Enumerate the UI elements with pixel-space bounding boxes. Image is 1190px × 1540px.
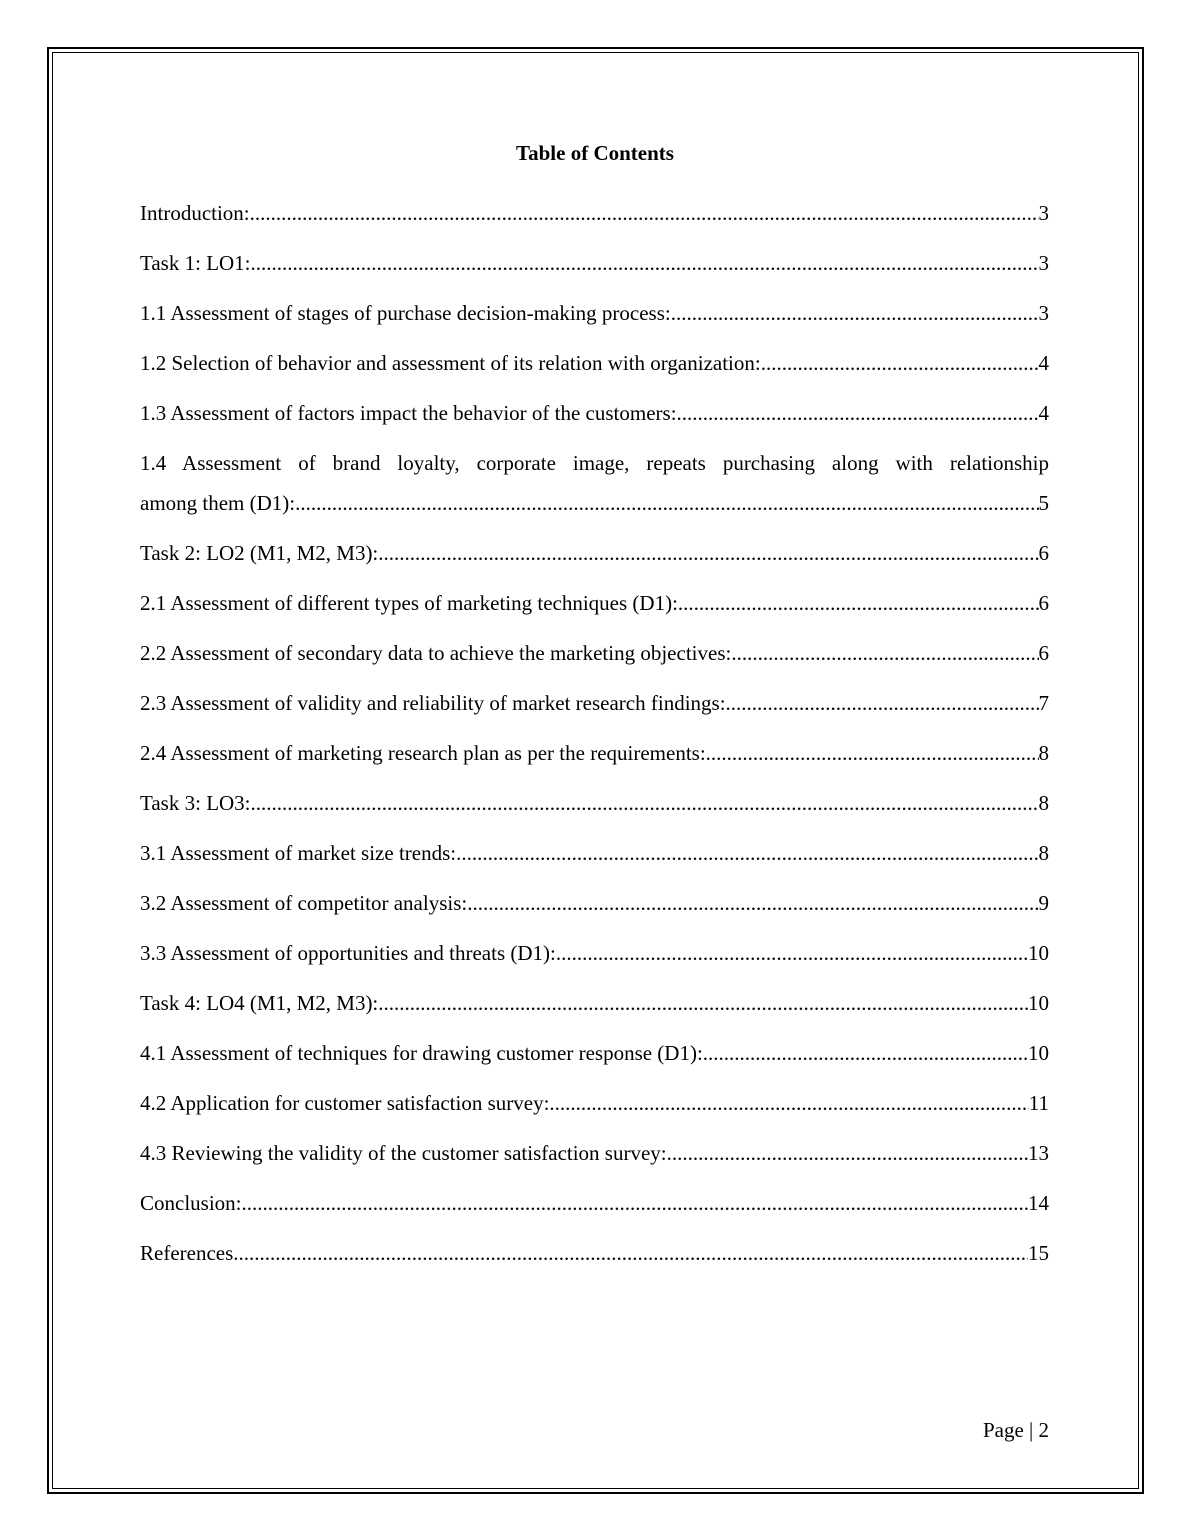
toc-entry-title: 2.4 Assessment of marketing research plan as per the requirements: — [140, 741, 706, 765]
toc-entry-page: 4 — [1038, 351, 1049, 375]
dot-leader — [761, 343, 1039, 383]
page-number-footer: Page | 2 — [982, 1418, 1049, 1442]
dot-leader — [250, 193, 1039, 233]
toc-entry[interactable] — [140, 633, 1049, 673]
toc-entry-page: 8 — [1038, 791, 1049, 815]
toc-entry-page: 8 — [1038, 841, 1049, 865]
toc-entry-title: 4.2 Application for customer satisfaction survey: — [140, 1091, 550, 1115]
dot-leader — [731, 633, 1038, 673]
toc-entry-title: 4.3 Reviewing the validity of the customer satisfaction survey: — [140, 1141, 667, 1165]
toc-entry[interactable] — [140, 533, 1049, 573]
toc-entry-title: 3.2 Assessment of competitor analysis: — [140, 891, 468, 915]
toc-entry[interactable] — [140, 343, 1049, 383]
toc-entry[interactable] — [140, 683, 1049, 723]
dot-leader — [242, 1183, 1028, 1223]
toc-entry-page: 8 — [1038, 741, 1049, 765]
toc-entry-page: 13 — [1028, 1141, 1049, 1165]
toc-entry[interactable] — [140, 583, 1049, 623]
toc-entry-title: 4.1 Assessment of techniques for drawing customer response (D1): — [140, 1041, 703, 1065]
toc-entry[interactable] — [140, 1133, 1049, 1173]
toc-entry-page: 3 — [1038, 201, 1049, 225]
toc-entry-page: 11 — [1028, 1091, 1049, 1115]
dot-leader — [456, 833, 1038, 873]
toc-entry-line1[interactable]: 1.4 Assessment of brand loyalty, corporate image, repeats purchasing along with relationship — [140, 451, 1049, 475]
toc-entry-page: 15 — [1028, 1241, 1049, 1265]
dot-leader — [378, 983, 1028, 1023]
toc-entry-title: Introduction: — [140, 201, 250, 225]
toc-heading: Table of Contents — [516, 141, 674, 165]
dot-leader — [678, 583, 1039, 623]
dot-leader — [703, 1033, 1028, 1073]
toc-entry-title: Conclusion: — [140, 1191, 242, 1215]
toc-entry[interactable] — [140, 833, 1049, 873]
toc-entry-page: 6 — [1038, 591, 1049, 615]
toc-entry[interactable] — [140, 1083, 1049, 1123]
toc-entry[interactable] — [140, 783, 1049, 823]
toc-entry-title: References — [140, 1241, 234, 1265]
dot-leader — [251, 243, 1039, 283]
toc-entry[interactable] — [140, 293, 1049, 333]
dot-leader — [233, 1233, 1028, 1273]
toc-entry-title: 1.3 Assessment of factors impact the behavior of the customers: — [140, 401, 677, 425]
toc-entry-title: Task 4: LO4 (M1, M2, M3): — [140, 991, 379, 1015]
toc-entry[interactable] — [140, 243, 1049, 283]
toc-entry[interactable] — [140, 1183, 1049, 1223]
toc-entry-title: 1.2 Selection of behavior and assessment of its relation with organization: — [140, 351, 761, 375]
toc-entry-title: 2.2 Assessment of secondary data to achieve the marketing objectives: — [140, 641, 732, 665]
toc-entry[interactable] — [140, 193, 1049, 233]
toc-entry-page: 14 — [1028, 1191, 1049, 1215]
toc-entry-title: Task 2: LO2 (M1, M2, M3): — [140, 541, 379, 565]
dot-leader — [667, 1133, 1028, 1173]
dot-leader — [549, 1083, 1028, 1123]
toc-entry[interactable] — [140, 883, 1049, 923]
dot-leader — [295, 483, 1038, 523]
dot-leader — [671, 293, 1039, 333]
toc-entry-title: 2.3 Assessment of validity and reliability of market research findings: — [140, 691, 726, 715]
toc-entry-title: 3.1 Assessment of market size trends: — [140, 841, 457, 865]
toc-entry-title: Task 1: LO1: — [140, 251, 251, 275]
toc-entry-page: 9 — [1038, 891, 1049, 915]
toc-entry-title: 3.3 Assessment of opportunities and threats (D1): — [140, 941, 556, 965]
toc-entry-page: 6 — [1038, 541, 1049, 565]
dot-leader — [251, 783, 1039, 823]
toc-entry-page: 7 — [1038, 691, 1049, 715]
toc-entry[interactable] — [140, 393, 1049, 433]
toc-entry-page: 4 — [1038, 401, 1049, 425]
toc-entry-page: 10 — [1028, 991, 1049, 1015]
toc-entry[interactable] — [140, 483, 1049, 523]
toc-entry-page: 6 — [1038, 641, 1049, 665]
dot-leader — [726, 683, 1039, 723]
toc-entry[interactable] — [140, 1033, 1049, 1073]
toc-entry[interactable] — [140, 983, 1049, 1023]
toc-entry-page: 3 — [1038, 301, 1049, 325]
toc-entry-title: among them (D1): — [140, 491, 296, 515]
dot-leader — [706, 733, 1039, 773]
toc-entry-page: 10 — [1028, 1041, 1049, 1065]
toc-entry-title: Task 3: LO3: — [140, 791, 251, 815]
toc-entry-page: 5 — [1038, 491, 1049, 515]
toc-entry[interactable] — [140, 733, 1049, 773]
table-of-contents — [140, 193, 1049, 1283]
toc-entry-title: 1.1 Assessment of stages of purchase decision-making process: — [140, 301, 671, 325]
toc-entry-page: 10 — [1028, 941, 1049, 965]
dot-leader — [677, 393, 1039, 433]
toc-entry-page: 3 — [1038, 251, 1049, 275]
toc-entry-title: 2.1 Assessment of different types of marketing techniques (D1): — [140, 591, 678, 615]
toc-entry[interactable] — [140, 933, 1049, 973]
toc-entry[interactable] — [140, 1233, 1049, 1273]
dot-leader — [467, 883, 1038, 923]
dot-leader — [378, 533, 1038, 573]
dot-leader — [556, 933, 1028, 973]
